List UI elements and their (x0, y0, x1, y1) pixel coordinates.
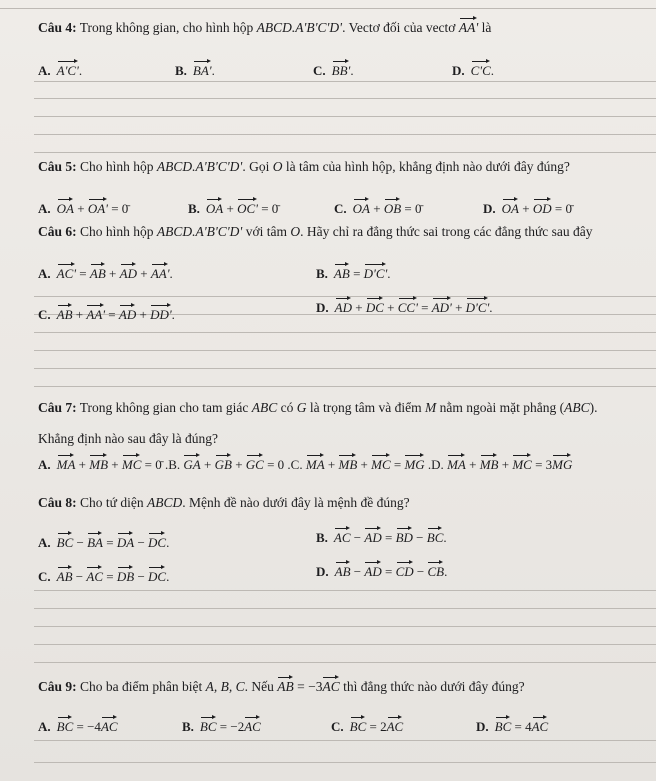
vector: MB (480, 454, 499, 473)
question-8 (38, 495, 410, 511)
punct: . (443, 530, 447, 545)
question-label: Câu 7: (38, 400, 77, 415)
operator: + (108, 457, 122, 472)
vector: AD (335, 297, 352, 316)
option-label: A. (38, 719, 51, 734)
option-label: D. (316, 564, 329, 579)
option-label: A. (38, 63, 51, 78)
operator: = −2 (216, 719, 245, 734)
ruled-line (34, 740, 656, 741)
option-label: A. (38, 457, 51, 472)
option-label: B. (188, 201, 200, 216)
question-text: Cho hình hộp (76, 159, 157, 174)
operator: + (518, 201, 533, 216)
vector: BC (495, 716, 512, 735)
operator: = (417, 300, 432, 315)
operator: = (103, 569, 117, 584)
option-d[interactable] (316, 297, 493, 316)
vector: CB (427, 561, 444, 580)
operator: = (381, 564, 396, 579)
option-label: B. (182, 719, 194, 734)
option-b[interactable] (188, 198, 278, 217)
option-label: B. (316, 266, 328, 281)
vector: OA' (88, 198, 108, 217)
question-7 (38, 400, 597, 416)
question-7-line-2: Khẳng định nào sau đây là đúng? (38, 431, 218, 446)
operator: = (390, 457, 405, 472)
vector: DC (366, 297, 384, 316)
option-a[interactable] (38, 716, 118, 735)
option-a[interactable] (38, 263, 173, 282)
vector: BA' (193, 60, 212, 79)
question-text: thì đẳng thức nào dưới đây đúng? (339, 679, 525, 694)
question-9 (38, 676, 525, 695)
vector: AB (335, 561, 351, 580)
option-d[interactable] (476, 716, 548, 735)
option-c[interactable] (38, 304, 175, 323)
operator: − (413, 564, 428, 579)
ruled-line (34, 350, 656, 351)
operator: − (350, 530, 365, 545)
question-label: Câu 8: (38, 495, 77, 510)
question-4 (38, 17, 491, 36)
question-text: là (478, 20, 492, 35)
math-box: ABCD.A'B'C'D' (256, 20, 343, 35)
vector: MC (512, 454, 532, 473)
operator: = 0̄ (107, 201, 129, 216)
question-text: Trong không gian, cho hình hộp (76, 20, 257, 35)
vector: AD' (432, 297, 452, 316)
option-a[interactable] (38, 532, 169, 551)
punct: . (489, 300, 493, 315)
operator: + (75, 457, 90, 472)
vector: CD (396, 561, 414, 580)
vector: DC (148, 532, 166, 551)
option-b[interactable] (316, 527, 447, 546)
vector: AA' (459, 17, 478, 36)
punct: . (387, 266, 391, 281)
vector: MG (404, 454, 424, 473)
operator: + (351, 300, 366, 315)
vector: BD (396, 527, 413, 546)
option-b[interactable] (175, 60, 215, 79)
operator: = (103, 535, 117, 550)
math-point: O (290, 224, 301, 239)
operator: + (72, 307, 87, 322)
vector: AA' (151, 263, 170, 282)
option-row-q7[interactable] (38, 454, 572, 473)
vector: AD (119, 304, 136, 323)
vector: BA (87, 532, 103, 551)
math-box: ABCD.A'B'C'D' (156, 224, 243, 239)
operator: + (465, 457, 480, 472)
vector: GB (215, 454, 232, 473)
vector: AC (86, 566, 103, 585)
option-c[interactable] (38, 566, 169, 585)
ruled-line (34, 626, 656, 627)
option-label: D. (452, 63, 465, 78)
ruled-line (34, 590, 656, 591)
ruled-line (34, 644, 656, 645)
punct: . (166, 569, 170, 584)
operator: − (134, 535, 149, 550)
math-triangle: ABC (251, 400, 278, 415)
ruled-line (34, 762, 656, 763)
vector: MB (89, 454, 108, 473)
vector: D'C' (466, 297, 490, 316)
vector: D'C' (364, 263, 388, 282)
operator: + (105, 266, 120, 281)
option-label: D. (476, 719, 489, 734)
option-label: C. (38, 307, 51, 322)
vector: OA (206, 198, 223, 217)
punct: . (350, 63, 354, 78)
option-label: C. (334, 201, 347, 216)
operator: + (73, 201, 88, 216)
operator: = 0̄ (401, 201, 422, 216)
vector: BC (57, 716, 74, 735)
vector: DA (117, 532, 134, 551)
option-c[interactable] (313, 60, 354, 79)
ruled-line (34, 386, 656, 387)
question-text: Cho hình hộp (76, 224, 157, 239)
vector: C'C (471, 60, 491, 79)
question-text: là tâm của hình hộp, khẳng định nào dưới đây đúng? (282, 159, 570, 174)
question-text: ). (589, 400, 598, 415)
operator: + (136, 307, 151, 322)
vector: MA (57, 454, 76, 473)
operator: − (412, 530, 427, 545)
vector: DB (117, 566, 134, 585)
operator: + (324, 457, 339, 472)
vector: CC' (398, 297, 418, 316)
operator: = −4 (73, 719, 101, 734)
operator: + (136, 266, 151, 281)
vector: OA (353, 198, 370, 217)
ruled-line (34, 368, 656, 369)
punct: . (78, 63, 83, 78)
ruled-line (34, 608, 656, 609)
vector: OC' (237, 198, 258, 217)
operator: + (200, 457, 215, 472)
operator: + (451, 300, 466, 315)
question-text: Cho ba điểm phân biệt (76, 679, 206, 694)
operator: = 3 (531, 457, 553, 472)
ruled-line (34, 662, 656, 663)
operator: = 0̄ (551, 201, 572, 216)
math-plane: ABC (564, 400, 590, 415)
option-label: D. (483, 201, 496, 216)
ruled-line (34, 134, 656, 135)
option-label: B. (175, 63, 187, 78)
operator: = 0̄ (257, 201, 279, 216)
math-tetrahedron: ABCD (146, 495, 183, 510)
operator: − (350, 564, 365, 579)
vector: BB' (332, 60, 351, 79)
vector: AC (532, 716, 549, 735)
option-d[interactable] (316, 561, 447, 580)
question-label: Câu 9: (38, 679, 77, 694)
math-point: M (424, 400, 437, 415)
question-text: . Gọi (242, 159, 273, 174)
vector: GC (246, 454, 264, 473)
vector: MG (552, 454, 572, 473)
vector: AC (387, 716, 404, 735)
operator: + (357, 457, 372, 472)
operator: + (498, 457, 513, 472)
vector: AC (334, 527, 351, 546)
vector: AB (57, 566, 73, 585)
vector: AB (57, 304, 73, 323)
vector: MA (306, 454, 325, 473)
vector: OB (384, 198, 401, 217)
question-text: . Nếu (244, 679, 278, 694)
ruled-line (0, 8, 656, 9)
vector: BC (200, 716, 217, 735)
vector: DD' (150, 304, 172, 323)
option-label: D. (316, 300, 329, 315)
vector: BC (350, 716, 367, 735)
operator: = 4 (511, 719, 532, 734)
option-a[interactable] (38, 198, 128, 217)
operator: + (223, 201, 238, 216)
math-points: A, B, C (205, 679, 245, 694)
operator: = (381, 530, 396, 545)
operator: = 0 .C. (263, 457, 306, 472)
question-text: . Hãy chỉ ra đẳng thức sai trong các đẳng thức sau đây (300, 224, 593, 239)
operator: .D. (424, 457, 448, 472)
option-label: A. (38, 201, 51, 216)
option-label: C. (38, 569, 51, 584)
option-a[interactable] (38, 60, 82, 79)
punct: . (490, 63, 495, 78)
vector: AC' (57, 263, 76, 282)
vector: MC (122, 454, 142, 473)
ruled-line (34, 332, 656, 333)
vector: OA (502, 198, 519, 217)
vector: MB (338, 454, 357, 473)
operator: = (349, 266, 364, 281)
vector: AC (322, 676, 339, 695)
operator: + (231, 457, 246, 472)
vector: AD (364, 561, 381, 580)
option-b[interactable] (182, 716, 261, 735)
question-text: có (277, 400, 297, 415)
option-label: C. (313, 63, 326, 78)
operator: = −3 (293, 679, 323, 694)
math-point: O (272, 159, 283, 174)
punct: . (166, 535, 170, 550)
question-text: với tâm (242, 224, 291, 239)
question-6 (38, 224, 593, 240)
question-text: nằm ngoài mặt phẳng ( (436, 400, 565, 415)
operator: = 2 (366, 719, 387, 734)
question-label: Câu 4: (38, 20, 77, 35)
vector: AC (244, 716, 261, 735)
option-label: C. (331, 719, 344, 734)
question-text: . Vectơ đối của vectơ (342, 20, 459, 35)
vector: AC (101, 716, 118, 735)
vector: A'C' (57, 60, 79, 79)
option-c[interactable] (331, 716, 403, 735)
operator: − (72, 569, 87, 584)
vector: AD (120, 263, 137, 282)
punct: . (171, 307, 175, 322)
vector: MA (447, 454, 466, 473)
operator: = (76, 266, 90, 281)
question-text: . Mệnh đề nào dưới đây là mệnh đề đúng? (182, 495, 410, 510)
math-point: G (296, 400, 307, 415)
punct: . (211, 63, 215, 78)
math-box: ABCD.A'B'C'D' (156, 159, 243, 174)
question-text: Cho tứ diện (76, 495, 147, 510)
vector: BC (427, 527, 444, 546)
vector: OA (57, 198, 74, 217)
option-label: A. (38, 266, 51, 281)
question-label: Câu 5: (38, 159, 77, 174)
operator: = 0̄ .B. (141, 457, 184, 472)
question-text: là trọng tâm và điểm (306, 400, 425, 415)
ruled-line (34, 81, 656, 82)
ruled-line (34, 98, 656, 99)
vector: AB (277, 676, 294, 695)
option-d[interactable] (483, 198, 572, 217)
option-b[interactable] (316, 263, 391, 282)
vector: OD (533, 198, 552, 217)
vector: AB (90, 263, 106, 282)
ruled-line (34, 116, 656, 117)
vector: DC (148, 566, 166, 585)
option-label: A. (38, 535, 51, 550)
punct: . (169, 266, 173, 281)
vector: AD (364, 527, 381, 546)
vector: BC (57, 532, 74, 551)
operator: − (134, 569, 149, 584)
ruled-line (34, 152, 656, 153)
option-label: B. (316, 530, 328, 545)
punct: . (444, 564, 448, 579)
question-text: Trong không gian cho tam giác (76, 400, 252, 415)
vector: AB (334, 263, 350, 282)
option-d[interactable] (452, 60, 494, 79)
operator: − (73, 535, 88, 550)
vector: GA (183, 454, 200, 473)
vector: AA' (86, 304, 105, 323)
vector: MC (371, 454, 391, 473)
operator: + (369, 201, 384, 216)
operator: + (383, 300, 398, 315)
question-5 (38, 159, 570, 175)
option-c[interactable] (334, 198, 422, 217)
question-label: Câu 6: (38, 224, 77, 239)
operator: = (105, 307, 119, 322)
